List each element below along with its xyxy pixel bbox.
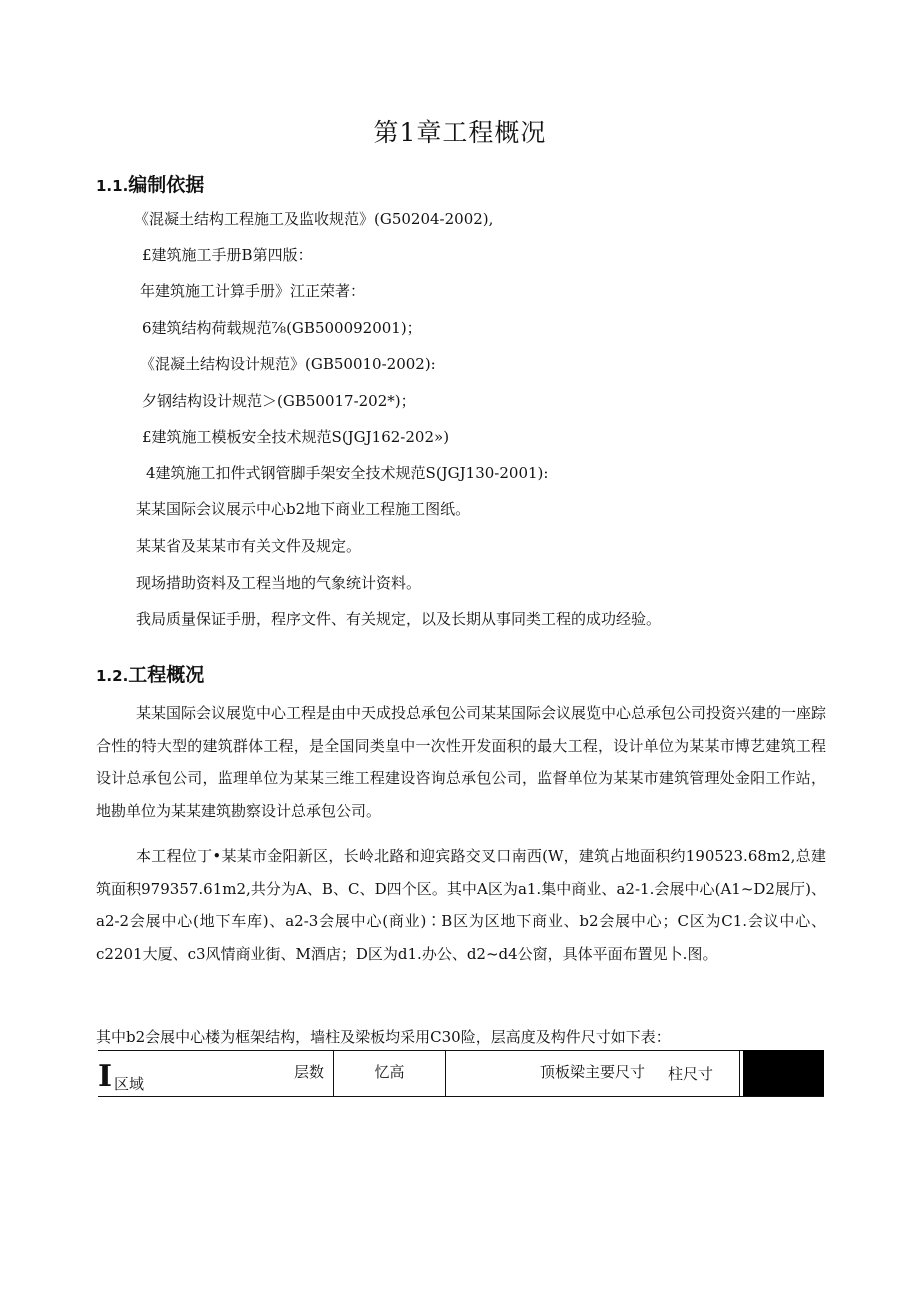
section-heading-basis bbox=[96, 170, 204, 197]
section-heading-overview bbox=[96, 660, 204, 687]
table-header-region-label: 区域 bbox=[114, 1075, 145, 1093]
basis-item: £建筑施工模板安全技术规范S(JGJ162-202») bbox=[142, 428, 450, 446]
overview-paragraph-2: 本工程位丁•某某市金阳新区，长岭北路和迎宾路交叉口南西(W，建筑占地面积约190523.68m2,总建筑面积979357.61m2,共分为A、B、C、D四个区。其中A区为a1.集中商业、a2-1.会展中心(A1~D2展厅)、a2-2会展中心(地下车库)、a2-3会展中心(商业)∶B区为区地下商业、b2会展中心；C区为C1.会议中心、c2201大厦、c3风情商业街、M酒店；D区为d1.办公、d2~d4公窗，具体平面布置见卜.图。 bbox=[96, 847, 826, 963]
table-intro: 其中b2会展中心楼为框架结构，墙柱及梁板均采用C30险，层高度及构件尺寸如下表： bbox=[96, 1028, 671, 1046]
table-header-column-label: 柱尺寸 bbox=[668, 1065, 714, 1083]
table-header-height bbox=[334, 1051, 446, 1096]
basis-item: 《混凝土结构工程施工及监收规范》(G50204-2002), bbox=[134, 210, 494, 228]
overview-paragraph-1: 某某国际会议展览中心工程是由中天成投总承包公司某某国际会议展览中心总承包公司投资兴建的一座踪合性的特大型的建筑群体工程，是全国同类皇中一次性开发面积的最大工程，设计单位为某某市博艺建筑工程设计总承包公司，监理单位为某某三维工程建设咨询总承包公司，监督单位为某某市建筑管理处金阳工作站，地勘单位为某某建筑勘察设计总承包公司。 bbox=[96, 704, 827, 820]
basis-item: 某某省及某某市有关文件及规定。 bbox=[136, 537, 362, 555]
basis-item: 年建筑施工计算手册》江正荣著： bbox=[140, 282, 366, 300]
table-header-filled-cell bbox=[743, 1050, 824, 1096]
table-header-floors-label: 层数 bbox=[294, 1063, 325, 1081]
basis-item: 夕钢结构设计规范＞(GB50017-202*)； bbox=[142, 392, 416, 410]
table-header-height-label: 忆高 bbox=[374, 1063, 405, 1081]
spec-table-header bbox=[98, 1050, 824, 1097]
table-header-floors bbox=[248, 1051, 334, 1096]
section-number: 1.1. bbox=[96, 177, 129, 195]
basis-item: 4建筑施工扣件式钢管脚手架安全技术规范S(JGJ130-2001): bbox=[146, 464, 549, 482]
basis-item: 某某国际会议展示中心b2地下商业工程施工图纸。 bbox=[136, 500, 471, 518]
basis-item: £建筑施工手册B第四版： bbox=[142, 246, 313, 264]
basis-item: 《混凝土结构设计规范》(GB50010-2002): bbox=[140, 355, 436, 373]
table-header-region bbox=[98, 1051, 248, 1096]
basis-item: 现场措助资料及工程当地的气象统计资料。 bbox=[136, 574, 422, 592]
table-header-beam-label: 顶板梁主要尺寸 bbox=[539, 1063, 645, 1081]
chapter-title: 第1章工程概况 bbox=[373, 118, 547, 147]
section-title: 编制依据 bbox=[128, 174, 205, 196]
section-title: 工程概况 bbox=[128, 664, 205, 686]
table-marker: I bbox=[98, 1058, 113, 1094]
section-number: 1.2. bbox=[96, 667, 129, 685]
basis-item: 我局质量保证手册，程序文件、有关规定，以及长期从事同类工程的成功经验。 bbox=[136, 610, 662, 628]
basis-item: 6建筑结构荷载规范⅞(GB500092001)； bbox=[142, 319, 422, 337]
